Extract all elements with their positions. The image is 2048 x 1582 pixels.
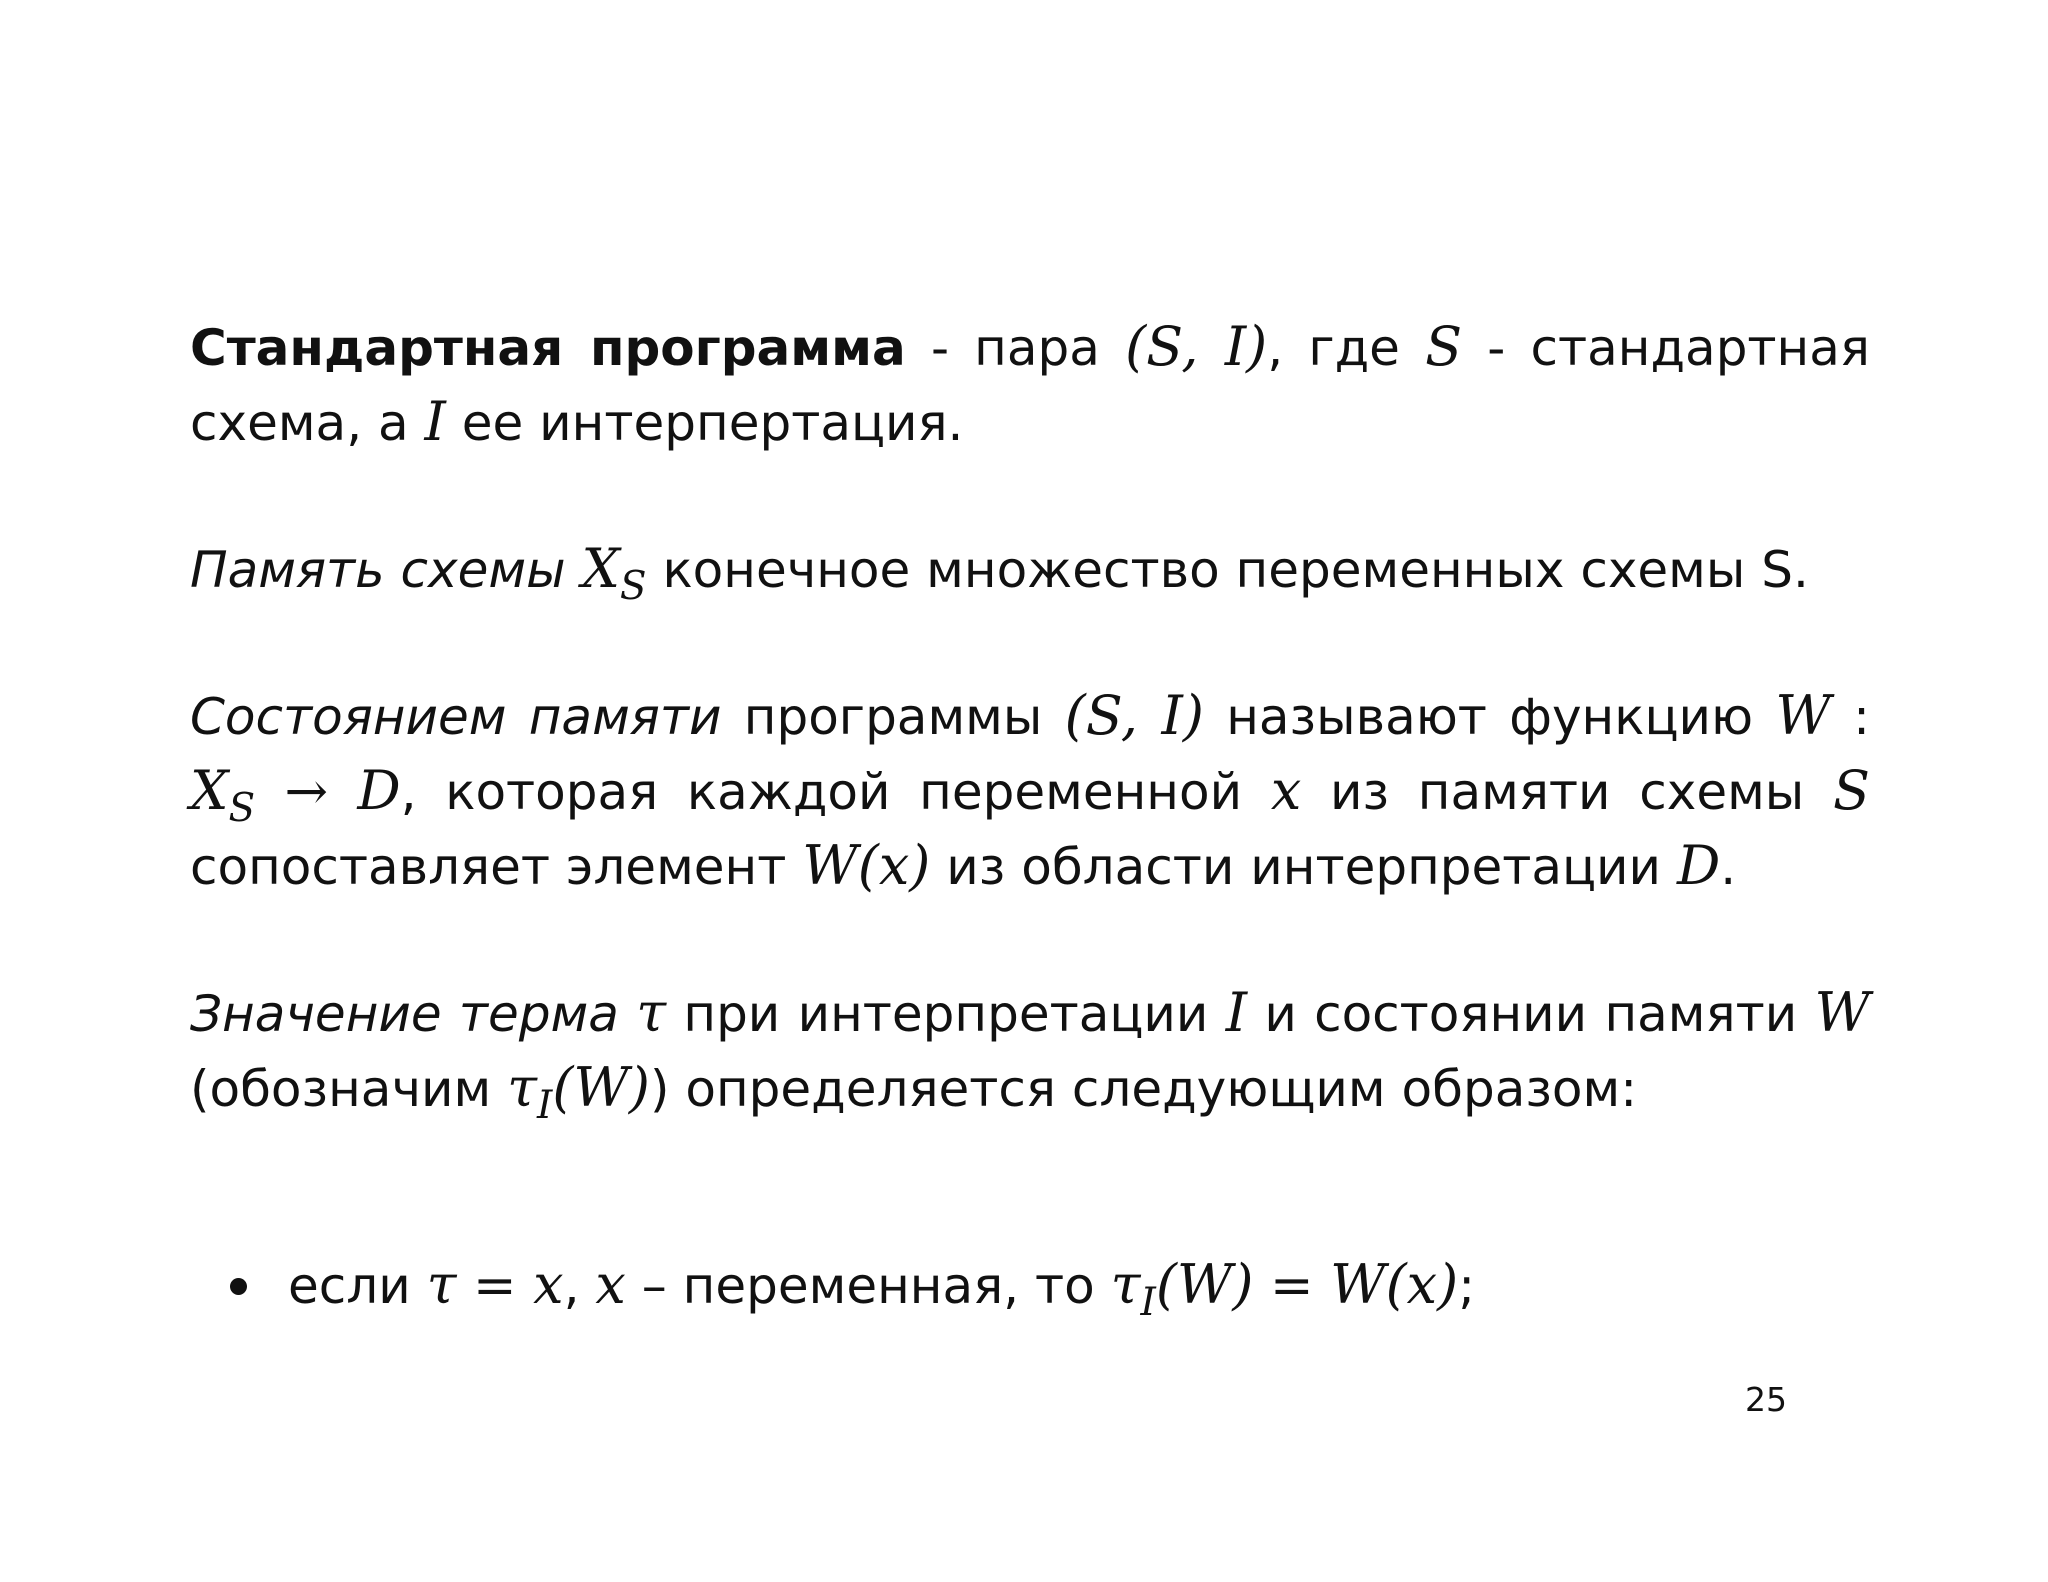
definition-standard-program (190, 310, 1870, 460)
math-pair: (S, I) (1064, 684, 1204, 747)
math-Wx: W(x) (1330, 1253, 1459, 1316)
math-x: x (1270, 759, 1302, 822)
text: программы (721, 688, 1065, 746)
definition-memory (190, 532, 1870, 610)
text: ее интерпертация. (445, 394, 964, 452)
math-subscript-I: I (1140, 1280, 1156, 1326)
text: , которая каждой переменной (400, 763, 1271, 821)
math-W-arg: (W) (552, 1056, 650, 1119)
math-x: x (533, 1253, 564, 1316)
text: при интерпретации (666, 985, 1226, 1043)
text: – переменная, то (625, 1257, 1111, 1315)
math-D: D (357, 759, 401, 822)
text: и состоянии памяти (1247, 985, 1815, 1043)
text: сопоставляет элемент (190, 838, 803, 896)
text: из области интерпретации (930, 838, 1677, 896)
math-D: D (1676, 834, 1721, 897)
text: если (288, 1257, 427, 1315)
term-term-value: Значение терма (190, 985, 619, 1043)
text: : (1830, 688, 1870, 746)
math-X: X (190, 759, 229, 822)
text: - стандартная схема, а (190, 319, 1870, 452)
math-XS (190, 759, 256, 832)
math-tau: τ (426, 1253, 457, 1316)
math-tau: τ (636, 981, 667, 1044)
math-x: x (595, 1253, 626, 1316)
text: ) определяется следующим образом: (649, 1060, 1638, 1118)
slide-content (190, 310, 1870, 1129)
math-W: W (1814, 981, 1870, 1044)
math-X: X (581, 537, 620, 600)
bullet-icon (230, 1278, 247, 1295)
page-number: 25 (1745, 1380, 1787, 1419)
text: (обозначим (190, 1060, 508, 1118)
math-tau: τ (1110, 1253, 1141, 1316)
math-equals: = (1253, 1256, 1331, 1316)
math-tau: τ (507, 1056, 537, 1119)
math-I: I (424, 390, 446, 453)
text: . (1720, 838, 1737, 896)
text: конечное множество переменных схемы S. (646, 541, 1809, 599)
text: - пара (905, 319, 1126, 377)
math-Wx: W(x) (802, 834, 931, 897)
term-memory: Память схемы (190, 541, 566, 599)
text: из памяти схемы (1301, 763, 1833, 821)
term-standard-program: Стандартная программа (190, 319, 906, 377)
definition-memory-state (190, 679, 1870, 904)
math-S: S (1425, 315, 1463, 378)
math-XS (581, 537, 647, 610)
math-tau-I-W (1110, 1253, 1254, 1326)
math-S: S (1833, 759, 1870, 822)
math-tau-I-W (507, 1056, 650, 1129)
math-I: I (1225, 981, 1248, 1044)
math-subscript-I: I (536, 1083, 553, 1129)
definition-term-value (190, 976, 1870, 1129)
math-W-arg: (W) (1155, 1253, 1254, 1316)
list-item (230, 1248, 1476, 1326)
math-arrow: → (255, 762, 358, 822)
math-pair: (S, I) (1125, 315, 1268, 378)
text: , где (1267, 319, 1426, 377)
math-equals: = (456, 1256, 534, 1316)
text: называют функцию (1203, 688, 1776, 746)
term-memory-state: Состоянием памяти (190, 688, 722, 746)
math-W: W (1775, 684, 1831, 747)
bullet-list (230, 1248, 1476, 1326)
text: , (563, 1257, 596, 1315)
math-subscript-S: S (619, 564, 647, 610)
math-subscript-S: S (228, 786, 256, 832)
text: ; (1458, 1257, 1476, 1315)
